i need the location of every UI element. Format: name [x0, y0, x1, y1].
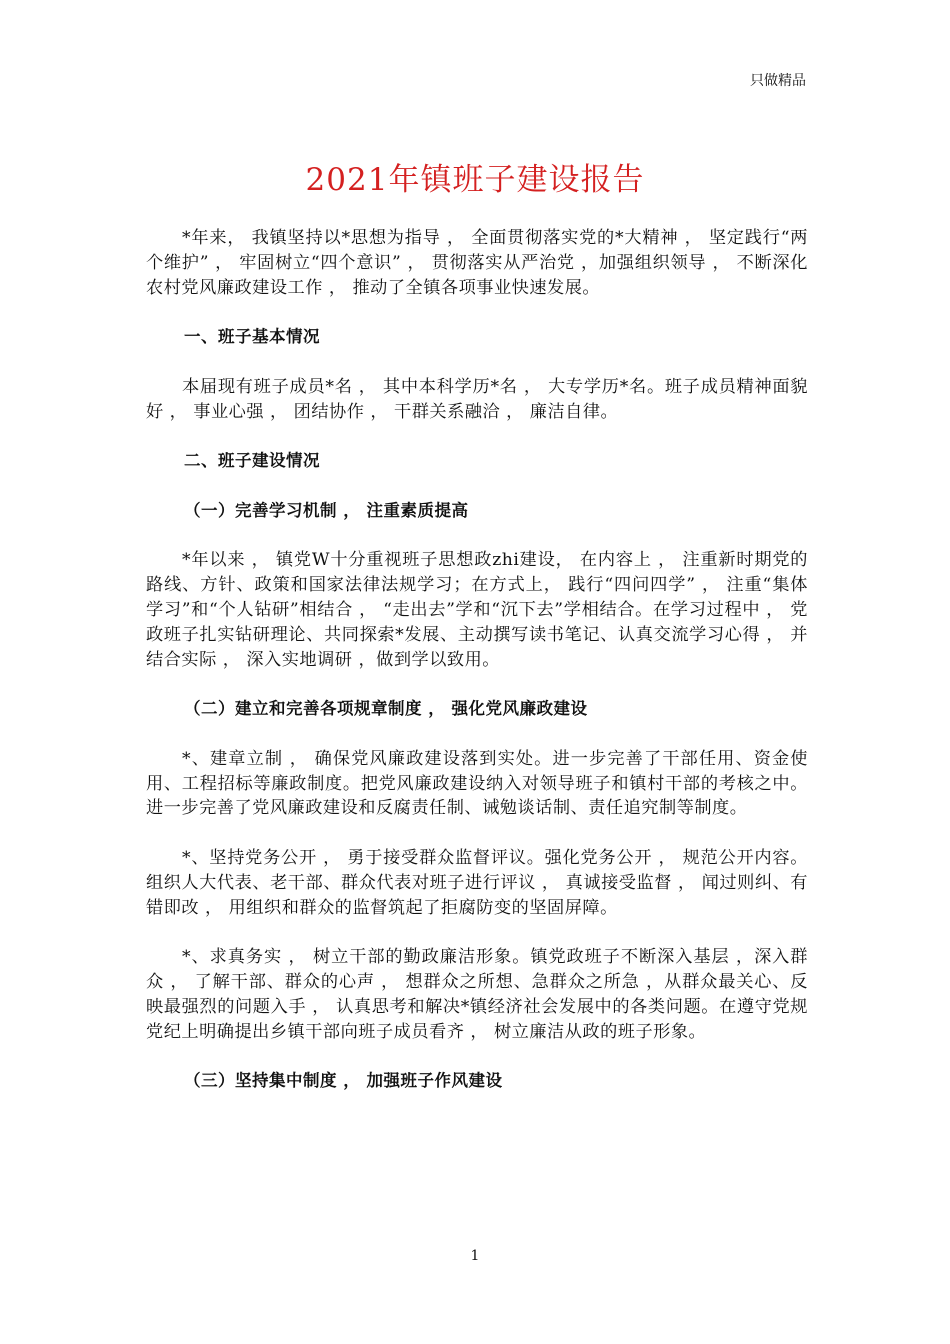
paragraph: *、坚持党务公开 ， 勇于接受群众监督评议。强化党务公开 ， 规范公开内容。组织人大代表、老干部、群众代表对班子进行评议 ， 真诚接受监督 ， 闻过则纠、有错即改 ， 用组织和群众的监督筑起了拒腐防变的坚固屏障。 — [146, 847, 808, 918]
document-body — [146, 226, 808, 1119]
paragraph: *年以来 ， 镇党W十分重视班子思想政zhi建设， 在内容上 ， 注重新时期党的路线、方针、政策和国家法律法规学习；在方式上， 践行“四问四学” ， 注重“集体学习”和“个人钻研”相结合 ， “走出去”学和“沉下去”学相结合。在学习过程中 ， 党政班子扎实钻研理论、共同探索*发展、主动撰写读书笔记、认真交流学习心得 ， 并结合实际 ， 深入实地调研 ，做到学以致用。 — [146, 550, 808, 670]
page-number: 1 — [470, 1248, 480, 1264]
paragraph: *、建章立制 ， 确保党风廉政建设落到实处。进一步完善了干部任用、资金使用、工程招标等廉政制度。把党风廉政建设纳入对领导班子和镇村干部的考核之中。进一步完善了党风廉政建设和反腐责任制、诫勉谈话制、责任追究制等制度。 — [146, 748, 808, 819]
paragraph: *、求真务实 ， 树立干部的勤政廉洁形象。镇党政班子不断深入基层 ，深入群众 ， 了解干部、群众的心声 ， 想群众之所想、急群众之所急 ，从群众最关心、反映最强烈的问题入手 ， 认真思考和解决*镇经济社会发展中的各类问题。在遵守党规党纪上明确提出乡镇干部向班子成员看齐 ， 树立廉洁从政的班子形象。 — [146, 947, 808, 1042]
document-title: 2021年镇班子建设报告 — [305, 162, 645, 198]
section-heading: 二、班子建设情况 — [184, 451, 320, 471]
subsection-heading: （一）完善学习机制 ， 注重素质提高 — [184, 500, 469, 520]
subsection-heading: （二）建立和完善各项规章制度 ， 强化党风廉政建设 — [184, 699, 588, 719]
paragraph: *年来， 我镇坚持以*思想为指导 ， 全面贯彻落实党的*大精神 ， 坚定践行“两个维护” ， 牢固树立“四个意识” ， 贯彻落实从严治党 ，加强组织领导 ， 不断深化农村党风廉政建设工作 ， 推动了全镇各项事业快速发展。 — [146, 228, 808, 298]
subsection-heading: （三）坚持集中制度 ， 加强班子作风建设 — [184, 1071, 503, 1091]
section-heading: 一、班子基本情况 — [184, 327, 320, 347]
paragraph: 本届现有班子成员*名 ， 其中本科学历*名 ， 大专学历*名。班子成员精神面貌好 ， 事业心强 ， 团结协作 ， 干群关系融洽 ， 廉洁自律。 — [146, 376, 808, 422]
header-note: 只做精品 — [750, 73, 806, 89]
